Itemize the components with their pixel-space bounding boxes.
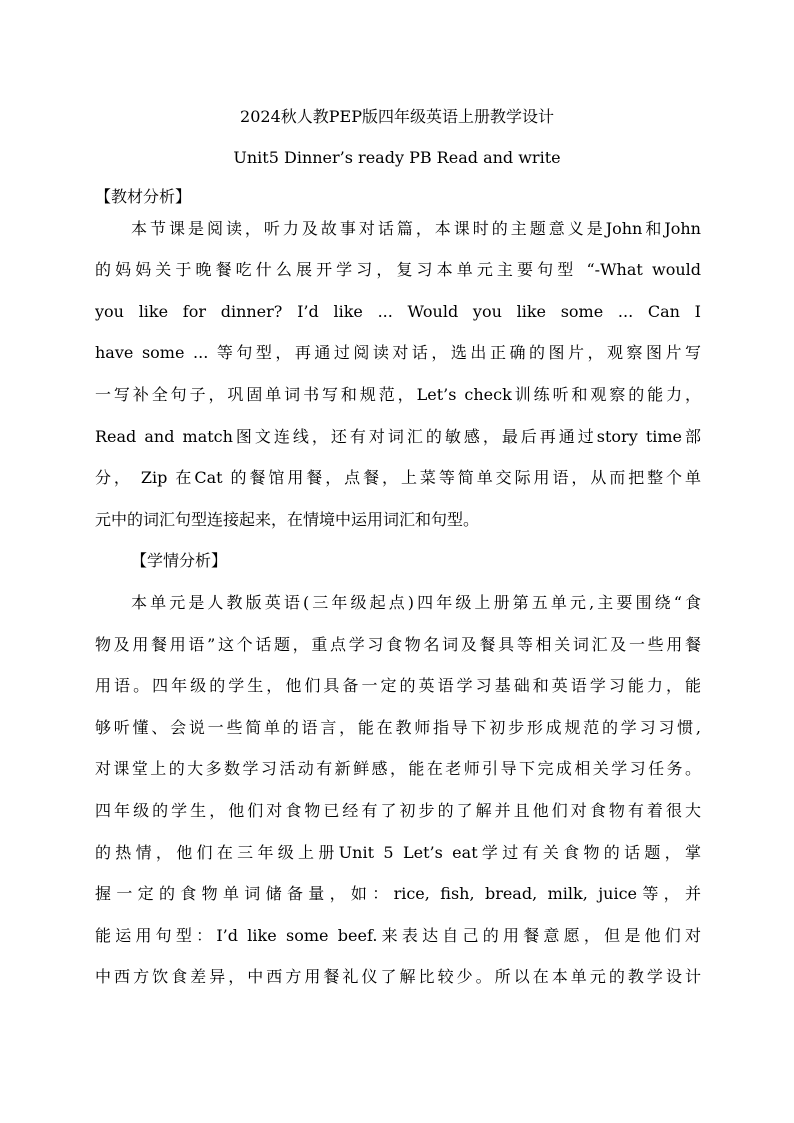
paragraph-line: 用语。四年级的学生，他们具备一定的英语学习基础和英语学习能力，能 xyxy=(95,676,701,695)
paragraph-line: 握一定的食物单词储备量，如：rice, fish, bread, milk, juice等，并 xyxy=(95,884,701,903)
paragraph-line: 的热情，他们在三年级上册Unit 5 Let’s eat学过有关食物的话题，掌 xyxy=(95,843,701,862)
paragraph-line: 一写补全句子，巩固单词书写和规范，Let’s check训练听和观察的能力， xyxy=(95,385,701,404)
paragraph-line: 对课堂上的大多数学习活动有新鲜感，能在老师引导下完成相关学习任务。 xyxy=(95,759,701,778)
paragraph-line: you like for dinner? I’d like ... Would you like some ... Can I xyxy=(95,302,701,321)
paragraph-line: 的妈妈关于晚餐吃什么展开学习，复习本单元主要句型 “-What would xyxy=(95,260,701,279)
paragraph-line: have some ... 等句型，再通过阅读对话，选出正确的图片，观察图片写 xyxy=(95,343,701,362)
paragraph-line: 本节课是阅读，听力及故事对话篇，本课时的主题意义是John和John xyxy=(131,219,701,238)
paragraph-line: 能运用句型：I’d like some beef.来表达自己的用餐意愿，但是他们对 xyxy=(95,926,701,945)
paragraph-line: Read and match图文连线，还有对词汇的敏感，最后再通过story time部 xyxy=(95,427,701,446)
paragraph-line: 中西方饮食差异，中西方用餐礼仪了解比较少。所以在本单元的教学设计 xyxy=(95,967,701,986)
paragraph-line: 元中的词汇句型连接起来，在情境中运用词汇和句型。 xyxy=(95,510,480,529)
section-heading-learner-analysis: 【学情分析】 xyxy=(131,551,228,570)
paragraph-line: 够听懂、会说一些简单的语言，能在教师指导下初步形成规范的学习习惯, xyxy=(95,718,701,737)
paragraph-line: 分， Zip 在Cat 的餐馆用餐，点餐，上菜等简单交际用语，从而把整个单 xyxy=(95,468,701,487)
document-subtitle: Unit5 Dinner’s ready PB Read and write xyxy=(233,148,561,167)
paragraph-line: 本单元是人教版英语(三年级起点)四年级上册第五单元,主要围绕“食 xyxy=(131,593,701,612)
section-heading-textbook-analysis: 【教材分析】 xyxy=(95,187,192,206)
paragraph-line: 物及用餐用语”这个话题，重点学习食物名词及餐具等相关词汇及一些用餐 xyxy=(95,635,701,654)
document-title: 2024秋人教PEP版四年级英语上册教学设计 xyxy=(240,107,554,126)
paragraph-line: 四年级的学生，他们对食物已经有了初步的了解并且他们对食物有着很大 xyxy=(95,801,701,820)
